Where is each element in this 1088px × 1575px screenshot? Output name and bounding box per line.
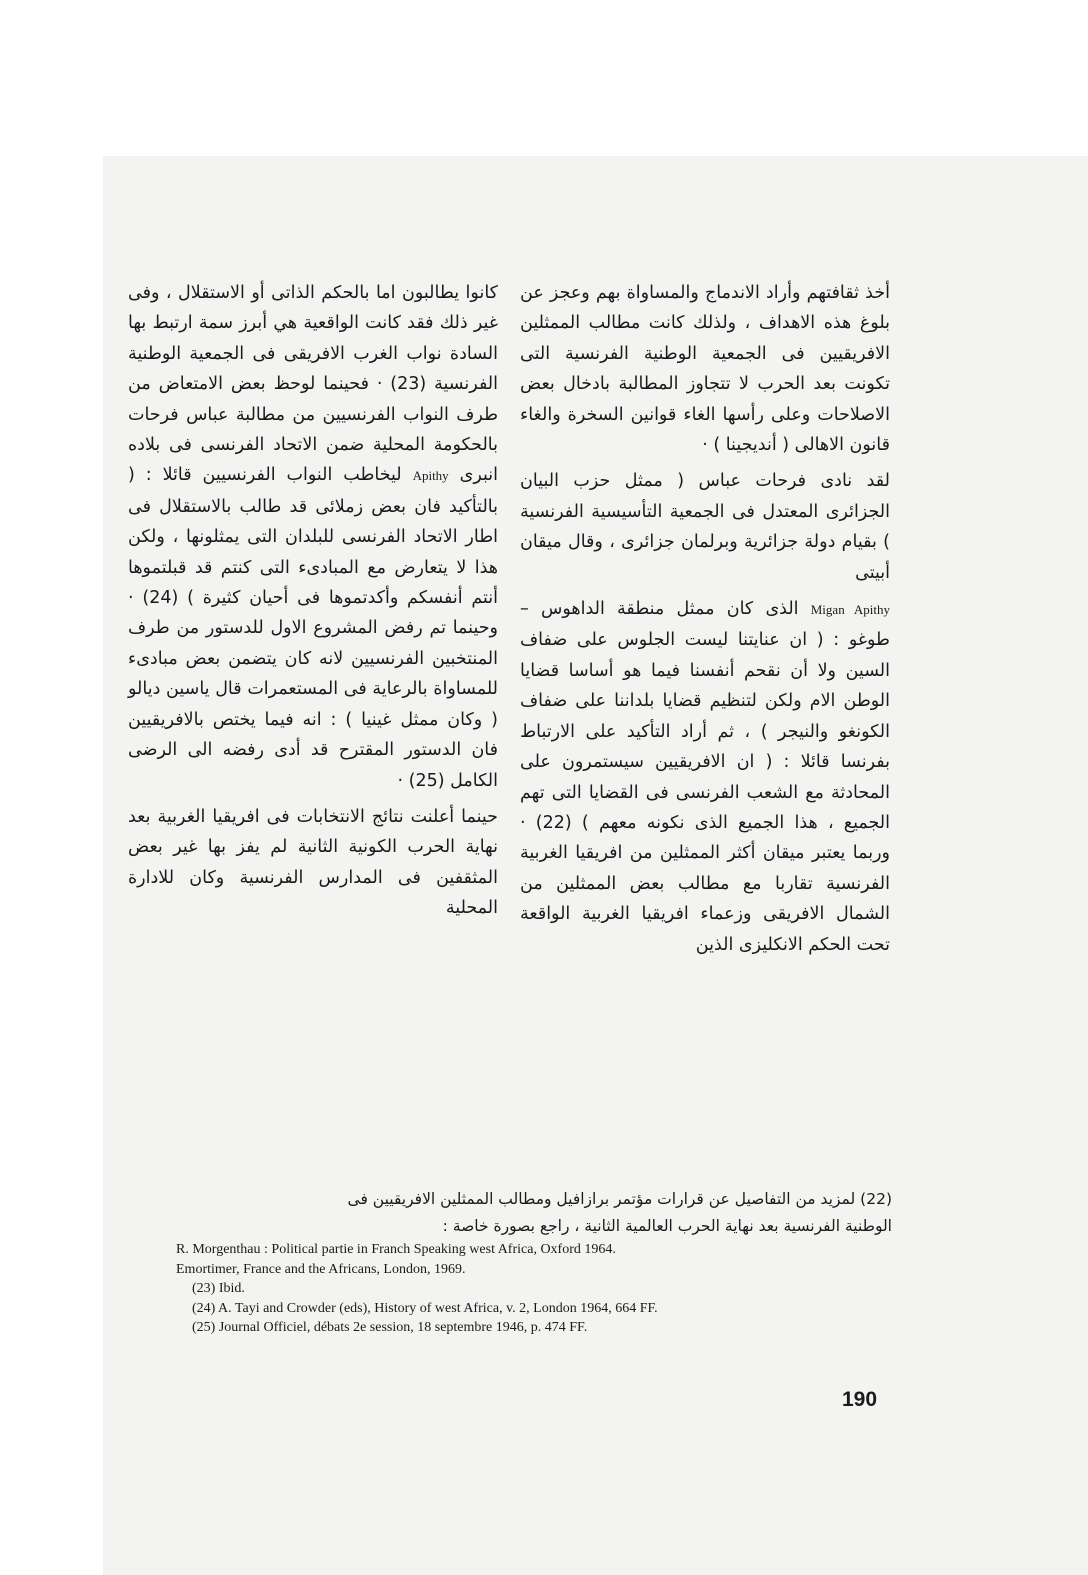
latin-name-apithy: Apithy <box>412 468 449 484</box>
latin-name-migan-apithy: Migan Apithy <box>810 602 890 618</box>
left-text-column <box>128 278 498 924</box>
left-paragraph-1-cont: ليخاطب النواب الفرنسيين قائلا : ( بالتأكيد فان بعض زملائى قد طالب بالاستقلال فى اطار الاتحاد الفرنسى للبلدان التى يمثلونها ، ولكن هذا لا يتعارض مع المبادىء التى كنتم قد قبلتموها أنتم أنفسكم وأكدتموها فى أحيان كثيرة ) (24) · وحينما تم رفض المشروع الاول للدستور من طرف المنتخبين الفرنسيين لانه كان يتضمن بعض مبادىء للمساواة بالرعاية فى المستعمرات قال ياسين ديالو ( وكان ممثل غينيا ) : انه فيما يختص بالافريقيين فان الدستور المقترح قد أدى رفضه الى الرضى الكامل (25) · <box>128 465 499 791</box>
right-paragraph-2-text: لقد نادى فرحات عباس ( ممثل حزب البيان الجزائرى المعتدل فى الجمعية التأسيسية الفرنسية ) بقيام دولة جزائرية وبرلمان جزائرى ، وقال ميقان أبيتى <box>520 471 890 583</box>
footnote-22-arabic-line-2: الوطنية الفرنسية بعد نهاية الحرب العالمية الثانية ، راجع بصورة خاصة : <box>442 1217 892 1235</box>
right-text-column <box>520 278 890 960</box>
footnote-25: (25) Journal Officiel, débats 2e session, 18 septembre 1946, p. 474 FF. <box>192 1320 588 1335</box>
page-number: 190 <box>842 1388 878 1411</box>
right-paragraph-2 <box>520 466 890 588</box>
right-paragraph-3-text: الذى كان ممثل منطقة الداهوس – طوغو : ( ان عنايتنا ليست الجلوس على ضفاف السين ولا أن نقحم أنفسنا فيما هو أساسا قضايا الوطن الام ولكن لتنظيم قضايا بلداننا على ضفاف الكونغو والنيجر ) ، ثم أراد التأكيد على الارتباط بفرنسا قائلا : ( ان الافريقيين سيستمرون على المحادثة مع الشعب الفرنسى فى القضايا التى تهم الجميع ، هذا الجميع الذى نكونه معهم ) (22) · وربما يعتبر ميقان أكثر الممثلين من افريقيا الغربية الفرنسية تقاربا مع مطالب بعض الممثلين من الشمال الافريقى وزعماء افريقيا الغربية الواقعة تحت الحكم الانكليزى الذين <box>520 599 891 955</box>
left-paragraph-2: حينما أعلنت نتائج الانتخابات فى افريقيا الغربية بعد نهاية الحرب الكونية الثانية لم يفز بها غير بعض المثقفين فى المدارس الفرنسية وكان للادارة المحلية <box>128 806 498 919</box>
right-paragraph-3 <box>520 594 890 960</box>
footnote-24: (24) A. Tayi and Crowder (eds), History of west Africa, v. 2, London 1964, 664 FF. <box>192 1300 658 1316</box>
footnote-22-reference-2: Emortimer, France and the Africans, London, 1969. <box>176 1261 466 1277</box>
footnote-23: (23) Ibid. <box>192 1281 245 1296</box>
footnote-22-reference-1: R. Morgenthau : Political partie in Franch Speaking west Africa, Oxford 1964. <box>176 1242 616 1257</box>
left-paragraph-1-text: كانوا يطالبون اما بالحكم الذاتى أو الاستقلال ، وفى غير ذلك فقد كانت الواقعية هي أبرز سمة ارتبط بها السادة نواب الغرب الافريقى فى الجمعية الوطنية الفرنسية (23) · فحينما لوحظ بعض الامتعاض من طرف النواب الفرنسيين من مطالبة عباس فرحات بالحكومة المحلية ضمن الاتحاد الفرنسى فى بلاده انبرى <box>128 283 498 486</box>
footnotes <box>176 1186 892 1338</box>
left-paragraph-1 <box>128 278 498 796</box>
right-paragraph-1: أخذ ثقافتهم وأراد الاندماج والمساواة بهم وعجز عن بلوغ هذه الاهداف ، ولذلك كانت مطالب الممثلين الافريقيين فى الجمعية الوطنية الفرنسية التى تكونت بعد الحرب لا تتجاوز المطالبة بادخال بعض الاصلاحات وعلى رأسها الغاء قوانين السخرة والغاء قانون الاهالى ( أنديجينا ) · <box>520 283 890 456</box>
footnote-22-arabic-line-1: (22) لمزيد من التفاصيل عن قرارات مؤتمر برازافيل ومطالب الممثلين الافريقيين فى <box>347 1190 892 1208</box>
